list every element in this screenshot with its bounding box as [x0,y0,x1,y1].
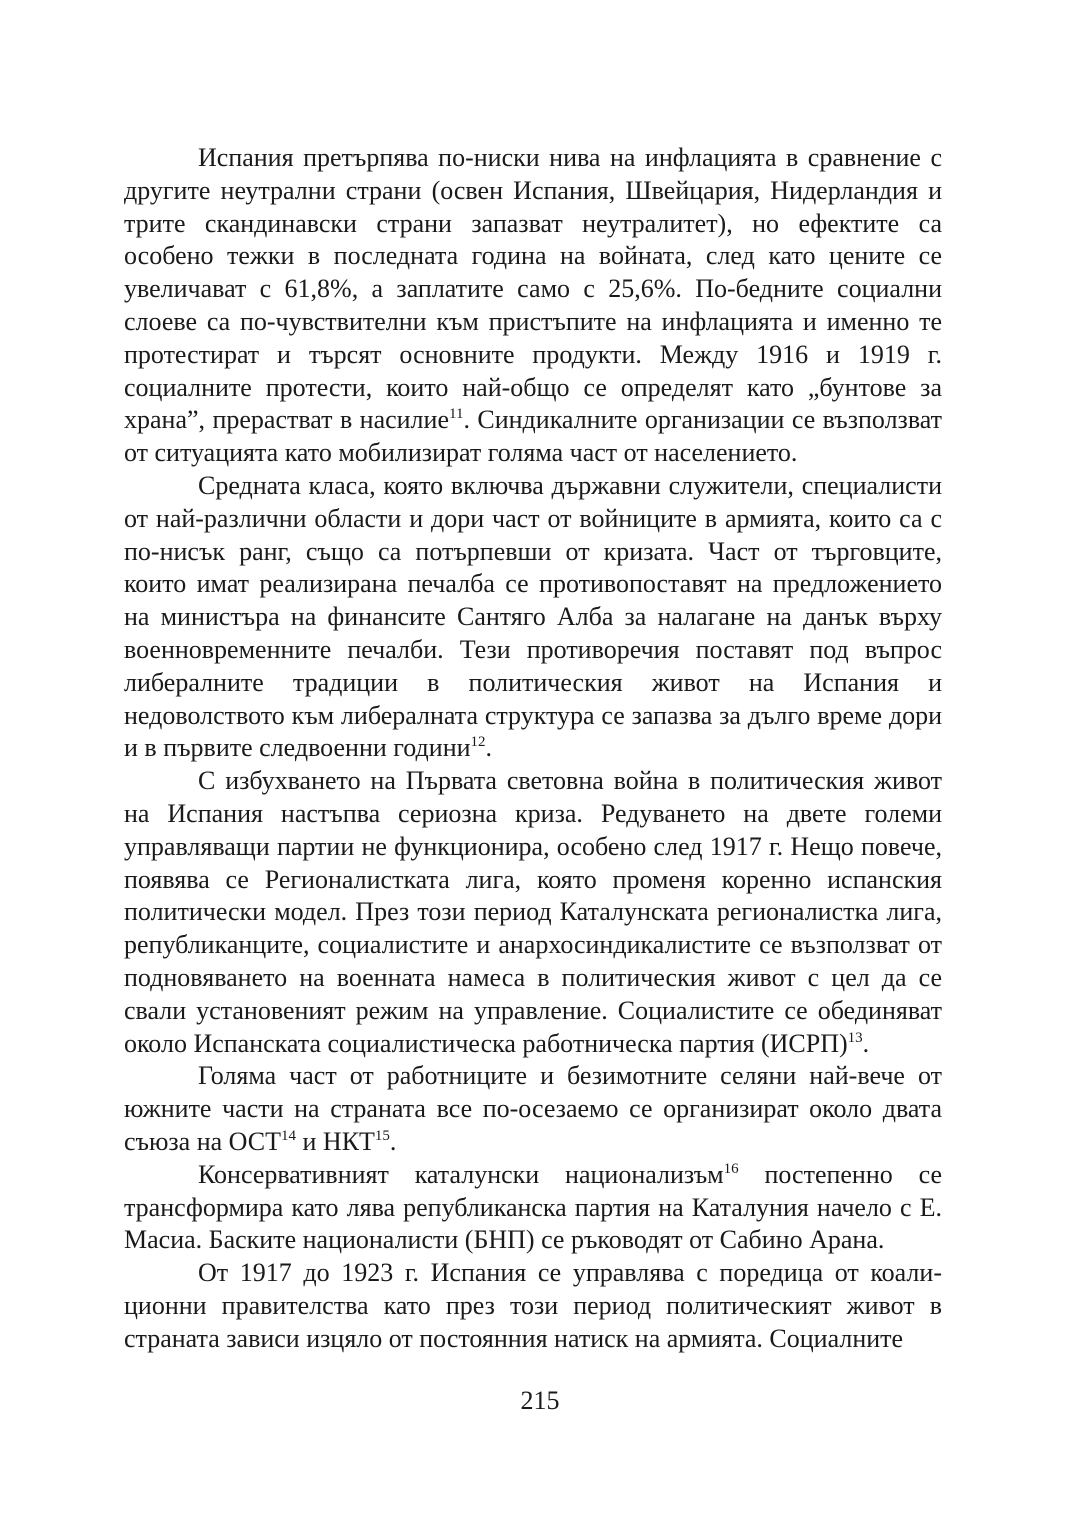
paragraph-political-crisis [124,765,942,1060]
paragraph-workers-unions [124,1060,942,1158]
footnote-ref: 13 [847,1029,863,1046]
footnote-ref: 15 [374,1127,390,1144]
paragraph-inflation [124,142,942,470]
paragraph-coalitions [124,1257,942,1355]
paragraph-text: Испания претърпява по-ниски нива на инфлацията в сравнение с другите неутрални страни (освен Испания, Швейцария, Нидерландия и трите скандинавски страни запазват неутралитет), но ефектите са особено тежки в последната година на войната, след като цените се увеличават с 61,8%, а заплатите само с 25,6%. По-бедните социални слоеве са по-чувствителни към пристъпите на инфлацията и именно те протестират и търсят основните продукти. Между 1916 и 1919 г. социалните протести, които най-общо се определят като „бунтове за храна”, прерастват в насилие [124,143,942,435]
page-number: 215 [520,1386,560,1415]
paragraph-text: и НКТ [296,1126,375,1156]
paragraph-nationalism [124,1159,942,1257]
paragraph-text: . [862,1028,870,1058]
paragraph-text: Консервативният каталунски национализъм [198,1159,724,1189]
footnote-ref: 12 [470,734,486,751]
paragraph-text: . [389,1126,397,1156]
paragraph-text: . Синдикалните организации се възползват от ситуацията като мобилизират голяма част от населението. [124,405,942,468]
paragraph-text: С избухването на Първата световна война в политическия живот на Испания настъпва сериозна криза. Редуването на двете големи управляващи партии не функционира, особено след 1917 г. Нещо повече, появява се Регионалистката лига, която променя коренно испанския политически модел. През този период Каталунската регионалистка лига, републиканците, социалистите и анархосиндикалистите се възползват от подновяването на военната намеса в политическия живот с цел да се свали установеният режим на управление. Социалистите се обединяват около Испанската социалистическа работническа партия (ИСРП) [124,766,942,1058]
footnote-ref: 14 [281,1127,296,1144]
paragraph-text: . [485,733,493,763]
footnote-ref: 16 [723,1160,739,1177]
paragraph-middle-class [124,470,942,765]
footnote-ref: 11 [449,406,464,423]
body-text [124,142,942,1355]
paragraph-text: Голяма част от работниците и безимотните селяни най-вече от южните части на страната все по-осезаемо се организират около двата съюза на ОСТ [124,1061,942,1156]
paragraph-text: Средната класа, която включва държавни служители, специалисти от най-различни области и дори част от войниците в армията, които са с по-нисък ранг, също са потърпевши от кризата. Част от търговците, които имат реализирана печалба се противопоставят на предложението на министъра на финансите Сантяго Алба за налагане на данък върху военновременните печалби. Тези противоречия поставят под въпрос либералните традиции в политическия живот на Испания и недоволството към либералната структура се запазва за дълго време дори и в първите следвоенни години [124,470,942,763]
paragraph-text: От 1917 до 1923 г. Испания се управлява с поредица от коалиционни правителства като през този период политическият живот в страната зависи изцяло от постоянния натиск на армията. Социалните [124,1258,942,1353]
paragraph-text: постепенно се трансформира като лява републиканска партия на Каталуния начело с Е. Масиа. Баските националисти (БНП) се ръководят от Сабино Арана. [124,1159,942,1255]
